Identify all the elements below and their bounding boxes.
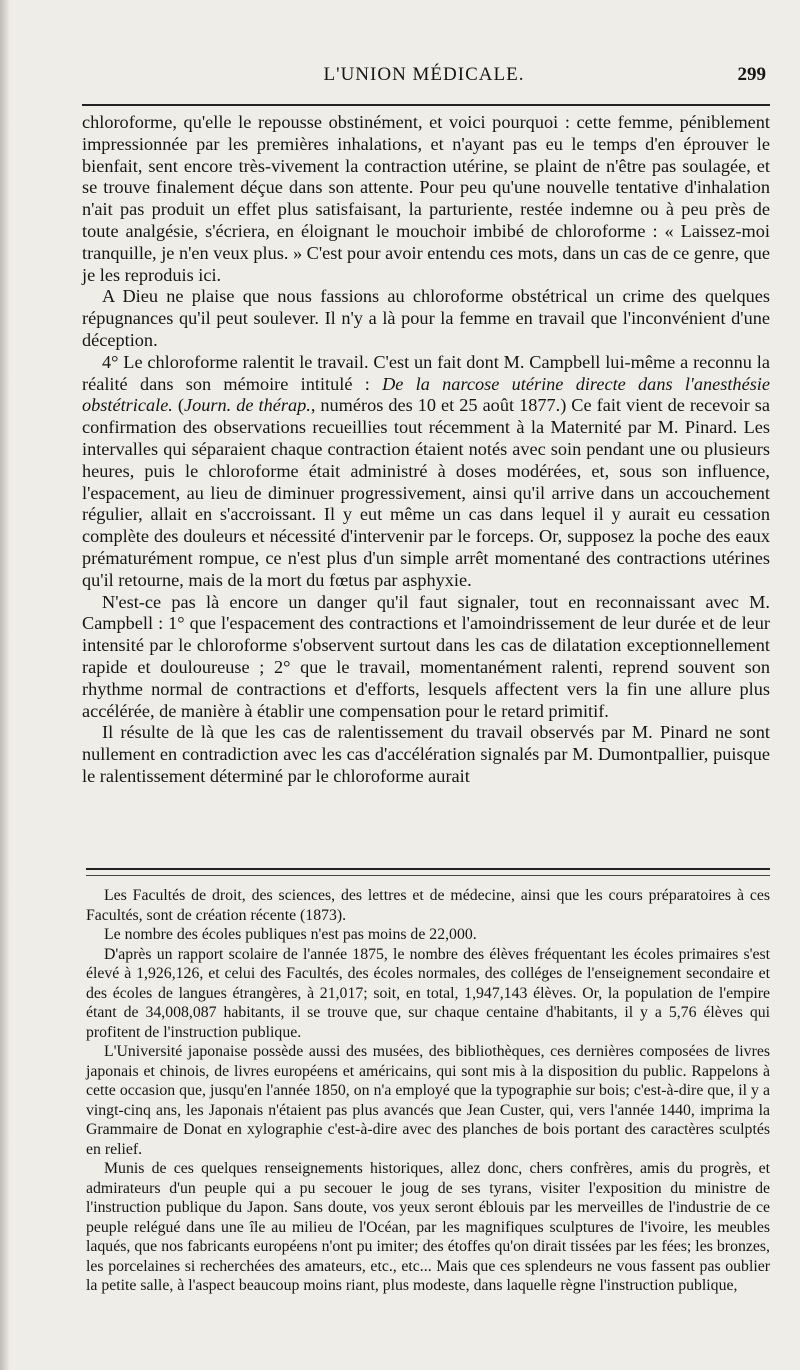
page-header	[80, 62, 768, 90]
page-binding-shadow	[0, 0, 10, 1370]
paragraph-chloroform-crime: A Dieu ne plaise que nous fassions au chloroforme obstétrical un crime des quelques répugnances qu'il peut soulever. Il n'y a là pour la femme en travail que l'inconvénient d'une déception.	[82, 286, 770, 350]
feuilleton-text	[86, 886, 770, 1296]
feuilleton-paragraph: Les Facultés de droit, des sciences, des lettres et de médecine, ainsi que les cours préparatoires à ces Facultés, sont de création récente (1873).	[86, 887, 770, 924]
feuilleton-paragraph: Le nombre des écoles publiques n'est pas moins de 22,000.	[104, 926, 477, 943]
feuilleton-paragraph: L'Université japonaise possède aussi des musées, des bibliothèques, ces dernières composées de livres japonais et chinois, de livres européens et américains, qui sont mis à la disposition du public. Rappelons à cette occasion que, jusqu'en l'année 1850, on n'a employé que la typographie sur bois; c'est-à-dire que, il y a vingt-cinq ans, les Japonais n'étaient pas plus avancés que Jean Custer, qui, vers l'année 1440, imprima la Grammaire de Donat en xylographie c'est-à-dire avec des planches de bois portant des caractères sculptés en relief.	[86, 1043, 770, 1158]
paragraph-text: 4° Le chloroforme ralentit le travail. C'est un fait dont M. Campbell lui-même a reconnu la réalité dans son mémoire intitulé :	[82, 351, 770, 394]
paragraph-result: Il résulte de là que les cas de ralentissement du travail observés par M. Pinard ne sont nullement en contradiction avec les cas d'accélération signalés par M. Dumontpallier, puisque le ralentissement déterminé par le chloroforme aurait	[82, 722, 770, 786]
page-number: 299	[737, 64, 766, 85]
header-rule	[82, 104, 770, 106]
running-title: L'UNION MÉDICALE.	[323, 64, 525, 85]
feuilleton-paragraph: Munis de ces quelques renseignements historiques, allez donc, chers confrères, amis du progrès, et admirateurs d'un peuple qui a pu secouer le joug de ses tyrans, visiter l'exposition du ministre de l'instruction publique du Japon. Sans doute, vos yeux seront éblouis par les merveilles de l'industrie de ce peuple relégué dans une île au milieu de l'Océan, par les magnifiques sculptures de l'ivoire, les meubles laqués, que nos fabricants européens n'ont pu imiter; des étoffes qu'on dirait tissées par les fées; les bronzes, les porcelaines si recherchées des amateurs, etc., etc... Mais que ces splendeurs ne vous fassent pas oublier la petite salle, à l'aspect beaucoup moins riant, plus modeste, dans laquelle règne l'instruction publique,	[86, 1160, 770, 1294]
paragraph-continuation: chloroforme, qu'elle le repousse obstinément, et voici pourquoi : cette femme, péniblement impressionnée par les premières inhalations, et n'ayant pas eu le temps d'en éprouver le bienfait, sent encore très-vivement la contraction utérine, se plaint de n'être pas soulagée, et se trouve finalement déçue dans son attente. Pour peu qu'une nouvelle tentative d'inhalation n'ait pas produit un effet plus satisfaisant, la parturiente, restée indemne ou à peu près de toute analgésie, s'écriera, en éloignant le mouchoir imbibé de chloroforme : « Laissez-moi tranquille, je n'en veux plus. » C'est pour avoir entendu ces mots, dans un cas de ce genre, que je les reproduis ici.	[82, 112, 770, 285]
paragraph-danger: N'est-ce pas là encore un danger qu'il faut signaler, tout en reconnaissant avec M. Campbell : 1° que l'espacement des contractions et l'amoindrissement de leur durée et de leur intensité par le chloroforme s'observent surtout dans les cas de dilatation exceptionnellement rapide et douloureuse ; 2° que le travail, momentanément ralenti, reprend souvent son rhythme normal de contractions et d'efforts, lesquels affectent vers la fin une allure plus accélérée, de manière à établir une compensation pour le retard primitif.	[82, 591, 770, 721]
paragraph-text: (	[172, 395, 184, 416]
journal-citation: Journ. de thérap.	[184, 395, 311, 416]
footnote-separator	[86, 868, 770, 876]
memoir-title: De la narcose utérine directe dans l'anesthésie obstétricale.	[82, 373, 770, 416]
paragraph-text: , numéros des 10 et 25 août 1877.) Ce fait vient de recevoir sa confirmation des observations recueillies tout récemment à la Maternité par M. Pinard. Les intervalles qui séparaient chaque contraction étaient notés avec soin pendant une ou plusieurs heures, puis le chloroforme était administré à doses modérées, et, sous son influence, l'espacement, au lieu de diminuer progressivement, ainsi qu'il arrive dans un accouchement régulier, allait en s'accroissant. Il y eut même un cas dans lequel il y aurait eu cessation complète des douleurs et nécessité d'intervenir par le forceps. Or, supposez la poche des eaux prématurément rompue, ce n'est plus d'un simple arrêt momentané des contractions utérines qu'il retourne, mais de la mort du fœtus par asphyxie.	[82, 395, 770, 590]
main-text	[82, 112, 770, 788]
paragraph-slows-labor	[82, 352, 770, 592]
feuilleton-paragraph: D'après un rapport scolaire de l'année 1875, le nombre des élèves fréquentant les écoles primaires s'est élevé à 1,926,126, et celui des Facultés, des écoles normales, des colléges de l'enseignement secondaire et des écoles de langues étrangères, à 21,017; soit, en total, 1,947,143 élèves. Or, la population de l'empire étant de 34,008,087 habitants, il se trouve que, sur chaque centaine d'habitants, il y a 5,76 élèves qui profitent de l'instruction publique.	[86, 945, 770, 1041]
